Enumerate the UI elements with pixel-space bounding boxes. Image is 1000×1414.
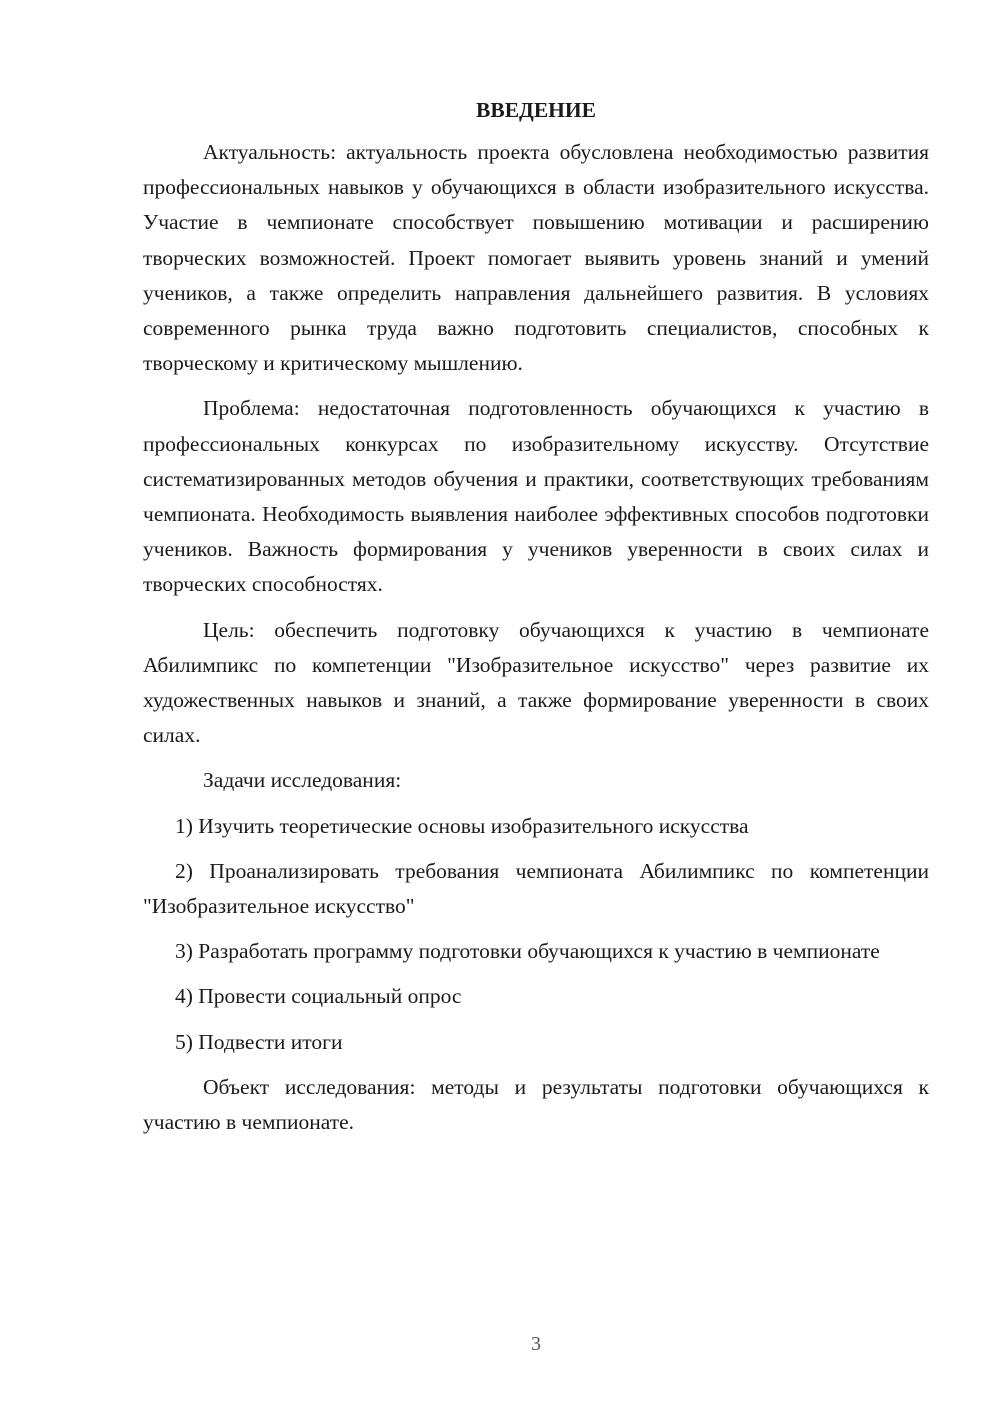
paragraph-relevance: Актуальность: актуальность проекта обусловлена необходимостью развития профессиональных навыков у обучающихся в области изобразительного искусства. Участие в чемпионате способствует повышению мотивации и расширению творческих возможностей. Проект помогает выявить уровень знаний и умений учеников, а также определить направления дальнейшего развития. В условиях современного рынка труда важно подготовить специалистов, способных к творческому и критическому мышлению. bbox=[143, 140, 929, 376]
paragraph-tasks-heading: Задачи исследования: bbox=[203, 768, 402, 793]
document-page bbox=[143, 93, 929, 1150]
paragraph-problem: Проблема: недостаточная подготовленность обучающихся к участию в профессиональных конкурсах по изобразительному искусству. Отсутствие систематизированных методов обучения и практики, соответствующих требованиям чемпионата. Необходимость выявления наиболее эффективных способов подготовки учеников. Важность формирования у учеников уверенности в своих силах и творческих способностях. bbox=[143, 396, 929, 597]
task-item-5: 5) Подвести итоги bbox=[175, 1029, 343, 1054]
page-number: 3 bbox=[531, 1333, 541, 1355]
task-item-4: 4) Провести социальный опрос bbox=[175, 984, 462, 1009]
task-item-2: 2) Проанализировать требования чемпионата Абилимпикс по компетенции "Изобразительное искусство" bbox=[143, 858, 929, 919]
task-item-1: 1) Изучить теоретические основы изобразительного искусства bbox=[175, 813, 749, 838]
paragraph-goal: Цель: обеспечить подготовку обучающихся к участию в чемпионате Абилимпикс по компетенции "Изобразительное искусство" через развитие их художественных навыков и знаний, а также формирование уверенности в своих силах. bbox=[143, 617, 929, 748]
paragraph-object: Объект исследования: методы и результаты подготовки обучающихся к участию в чемпионате. bbox=[143, 1074, 929, 1135]
task-item-3: 3) Разработать программу подготовки обучающихся к участию в чемпионате bbox=[175, 939, 880, 964]
section-heading: ВВЕДЕНИЕ bbox=[476, 98, 596, 122]
